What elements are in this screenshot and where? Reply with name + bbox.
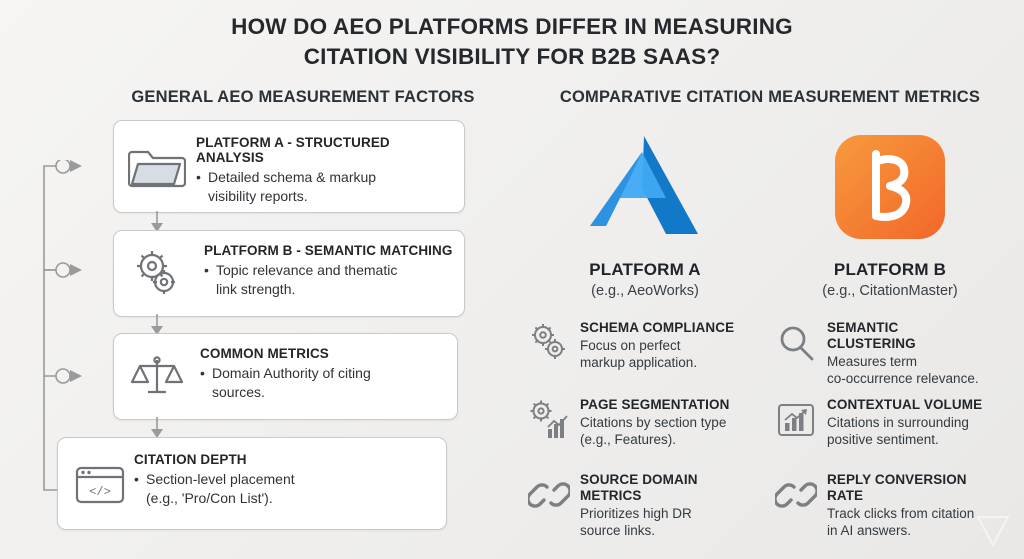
metric-desc-line-2: markup application.: [580, 355, 698, 370]
metric-desc-line-1: Citations by section type: [580, 415, 727, 430]
flow-card-title: CITATION DEPTH: [134, 452, 247, 467]
metric-text: [827, 320, 990, 387]
metric-description: [580, 337, 743, 371]
flow-card-body-line-1: Domain Authority of citing: [212, 365, 371, 381]
metric-title: PAGE SEGMENTATION: [580, 397, 730, 412]
metric-text: [580, 397, 743, 448]
metric-source-domain-metrics: [528, 472, 743, 539]
flow-card-common-metrics[interactable]: [113, 333, 458, 420]
metric-desc-line-1: Measures term: [827, 354, 918, 369]
flow-card-text: [134, 452, 440, 508]
left-column-header: GENERAL AEO MEASUREMENT FACTORS: [131, 88, 475, 106]
watermark-logo: [972, 511, 1014, 553]
folder-icon: [128, 142, 186, 192]
link-icon: [775, 474, 817, 516]
flow-card-text: [200, 346, 452, 402]
metric-title: CONTEXTUAL VOLUME: [827, 397, 983, 412]
metric-description: [580, 505, 743, 539]
flow-card-body-line-1: Section-level placement: [146, 471, 295, 487]
metric-desc-line-2: co-occurrence relevance.: [827, 371, 979, 386]
platform-b-logo: [832, 132, 948, 242]
bullet-glyph: •: [200, 365, 205, 381]
bar-chart-arrow-icon: [775, 399, 817, 441]
magnifier-icon: [775, 322, 817, 364]
flow-card-body-line-2: (e.g., 'Pro/Con List').: [146, 490, 273, 506]
metric-desc-line-2: source links.: [580, 523, 656, 538]
metric-description: [827, 414, 990, 448]
flow-card-body-line-1: Topic relevance and thematic: [216, 262, 398, 278]
metric-title: SOURCE DOMAIN METRICS: [580, 472, 698, 503]
metric-title: SEMANTIC CLUSTERING: [827, 320, 916, 351]
metric-semantic-clustering: [775, 320, 990, 387]
metric-desc-line-2: (e.g., Features).: [580, 432, 677, 447]
link-icon: [528, 474, 570, 516]
flow-card-platform-a[interactable]: [113, 120, 465, 213]
platform-a-logo: [580, 130, 710, 242]
page-title-line-2: CITATION VISIBILITY FOR B2B SAAS?: [303, 44, 721, 69]
bullet-glyph: •: [196, 169, 201, 185]
metric-text: [580, 472, 743, 539]
metric-desc-line-2: positive sentiment.: [827, 432, 939, 447]
metric-title: SCHEMA COMPLIANCE: [580, 320, 735, 335]
metric-desc-line-2: in AI answers.: [827, 523, 912, 538]
flow-card-body-line-1: Detailed schema & markup: [208, 169, 377, 185]
platform-a-name: PLATFORM A: [589, 260, 701, 279]
metric-description: [827, 353, 990, 387]
metric-reply-conversion-rate: [775, 472, 990, 539]
chart-gear-icon: [528, 399, 570, 441]
metric-text: [827, 472, 990, 539]
metric-title: REPLY CONVERSION RATE: [827, 472, 967, 503]
bullet-glyph: •: [204, 262, 209, 278]
flow-card-body-line-2: link strength.: [216, 281, 296, 297]
gears-icon: [528, 322, 570, 364]
metric-description: [580, 414, 743, 448]
flow-card-title: COMMON METRICS: [200, 346, 329, 361]
platform-a-example: (e.g., AeoWorks): [591, 283, 699, 299]
metric-desc-line-1: Citations in surrounding: [827, 415, 969, 430]
right-column-header: COMPARATIVE CITATION MEASUREMENT METRICS: [559, 88, 981, 106]
metric-text: [580, 320, 743, 371]
bullet-glyph: •: [134, 471, 139, 487]
flow-card-citation-depth[interactable]: [57, 437, 447, 530]
flow-card-body: [204, 261, 460, 299]
flow-card-text: [204, 243, 460, 299]
flow-card-platform-b[interactable]: [113, 230, 465, 317]
metric-text: [827, 397, 990, 448]
metric-description: [827, 505, 990, 539]
code-window-icon: [72, 460, 128, 508]
flow-arrow-3: [148, 417, 166, 439]
flow-card-body: [134, 470, 440, 508]
flow-card-title: PLATFORM B - SEMANTIC MATCHING: [204, 243, 453, 258]
svg-text:</>: </>: [89, 484, 111, 499]
platform-b-example: (e.g., CitationMaster): [822, 283, 958, 299]
flow-card-text: [196, 135, 458, 206]
flow-card-body: [196, 168, 458, 206]
flow-card-title: PLATFORM A - STRUCTURED ANALYSIS: [196, 135, 390, 165]
metric-page-segmentation: [528, 397, 743, 448]
flow-card-body-line-2: sources.: [212, 384, 265, 400]
flow-card-body-line-2: visibility reports.: [208, 188, 308, 204]
metric-desc-line-1: Track clicks from citation: [827, 506, 975, 521]
page-title: [0, 12, 1024, 72]
metric-schema-compliance: [528, 320, 743, 371]
platform-b-name: PLATFORM B: [833, 260, 947, 279]
metric-desc-line-1: Focus on perfect: [580, 338, 681, 353]
page-title-line-1: HOW DO AEO PLATFORMS DIFFER IN MEASURING: [231, 14, 793, 39]
scales-icon: [128, 352, 186, 402]
flow-card-body: [200, 364, 452, 402]
metric-contextual-volume: [775, 397, 990, 448]
gears-icon: [128, 248, 190, 300]
metric-desc-line-1: Prioritizes high DR: [580, 506, 692, 521]
